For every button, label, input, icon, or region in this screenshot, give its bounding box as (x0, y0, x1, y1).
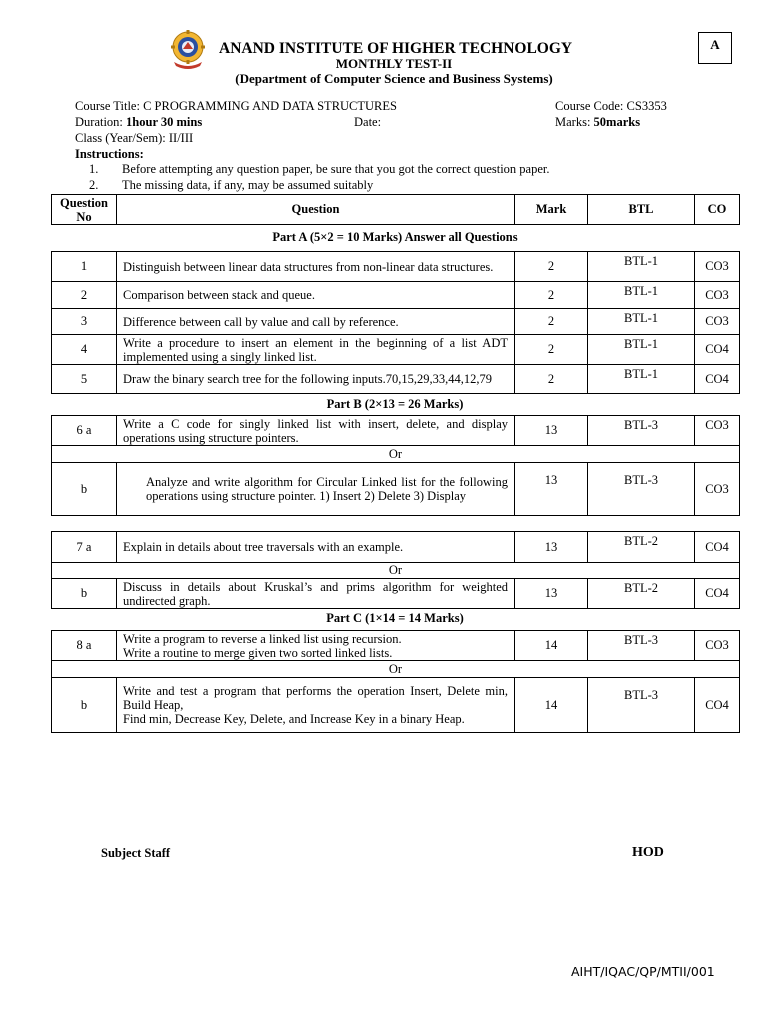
class-label: Class (Year/Sem): (75, 131, 166, 145)
question-co: CO3 (695, 309, 740, 335)
question-btl: BTL-1 (588, 252, 695, 282)
question-number: b (52, 579, 117, 609)
course-title-value: C PROGRAMMING AND DATA STRUCTURES (143, 99, 397, 113)
question-text (117, 631, 515, 661)
course-code-value: CS3353 (626, 99, 667, 113)
course-title-label: Course Title: (75, 99, 140, 113)
question-mark: 13 (515, 579, 588, 609)
question-btl: BTL-3 (588, 416, 695, 446)
table-row (52, 678, 740, 733)
table-row (52, 661, 740, 678)
duration-value: 1hour 30 mins (126, 115, 203, 129)
table-row (52, 365, 740, 394)
question-text: Analyze and write algorithm for Circular Linked list for the following operations using structure pointer. 1) Insert 2) Delete 3) Display (117, 463, 515, 516)
question-mark: 13 (515, 416, 588, 446)
question-number: 3 (52, 309, 117, 335)
question-btl: BTL-1 (588, 282, 695, 309)
class-year-sem (75, 131, 193, 146)
question-table-header (51, 194, 740, 225)
test-name: MONTHLY TEST-II (335, 56, 453, 71)
question-text: Write a C code for singly linked list with insert, delete, and display operations using structure pointers. (117, 416, 515, 446)
instruction-num: 1. (89, 162, 99, 176)
table-row (52, 309, 740, 335)
question-btl: BTL-1 (588, 365, 695, 394)
instruction-text: Before attempting any question paper, be sure that you got the correct question paper. (122, 162, 550, 176)
header-co: CO (695, 195, 740, 225)
duration (75, 115, 202, 130)
table-row (52, 416, 740, 446)
or-separator: Or (52, 661, 740, 678)
question-number: 4 (52, 335, 117, 365)
question-mark: 2 (515, 335, 588, 365)
question-number: 2 (52, 282, 117, 309)
question-line: Write a program to reverse a linked list using recursion. (123, 631, 402, 646)
question-btl: BTL-2 (588, 532, 695, 563)
question-btl: BTL-3 (588, 678, 695, 733)
or-separator: Or (52, 563, 740, 579)
question-set-box: A (698, 32, 732, 64)
question-number: 6 a (52, 416, 117, 446)
question-text: Explain in details about tree traversals with an example. (117, 532, 515, 563)
question-btl: BTL-2 (588, 579, 695, 609)
question-co: CO3 (695, 463, 740, 516)
question-co: CO3 (695, 282, 740, 309)
question-btl: BTL-1 (588, 335, 695, 365)
course-code-label: Course Code: (555, 99, 624, 113)
part-a-title: Part A (5×2 = 10 Marks) Answer all Questions (272, 230, 518, 244)
duration-label: Duration: (75, 115, 123, 129)
part-b-table-q6 (51, 415, 740, 516)
table-row (52, 532, 740, 563)
question-co: CO3 (695, 631, 740, 661)
question-text: Draw the binary search tree for the following inputs.70,15,29,33,44,12,79 (117, 365, 515, 394)
marks-value: 50marks (593, 115, 641, 129)
question-co: CO3 (695, 252, 740, 282)
question-line: Write a routine to merge given two sorted linked lists. (123, 645, 393, 660)
header-question-no: Question No (52, 195, 117, 225)
question-number: b (52, 678, 117, 733)
hod-signature: HOD (632, 845, 664, 860)
part-b-title: Part B (2×13 = 26 Marks) (326, 397, 464, 411)
table-row (52, 463, 740, 516)
question-text: Comparison between stack and queue. (117, 282, 515, 309)
question-number: 7 a (52, 532, 117, 563)
header-mark: Mark (515, 195, 588, 225)
part-c-table (51, 630, 740, 733)
part-a-table (51, 251, 740, 394)
question-number: 5 (52, 365, 117, 394)
header-btl: BTL (588, 195, 695, 225)
question-co: CO4 (695, 678, 740, 733)
question-mark: 14 (515, 631, 588, 661)
marks-label: Marks: (555, 115, 591, 129)
question-mark: 13 (515, 532, 588, 563)
date-label: Date: (354, 115, 382, 129)
question-line: Find min, Decrease Key, Delete, and Increase Key in a binary Heap. (123, 712, 465, 726)
instruction-text: The missing data, if any, may be assumed suitably (122, 178, 374, 192)
document-code: AIHT/IQAC/QP/MTII/001 (571, 964, 715, 979)
department-name: (Department of Computer Science and Business Systems) (235, 71, 553, 86)
table-row (52, 282, 740, 309)
instruction-num: 2. (89, 178, 99, 192)
question-mark: 2 (515, 282, 588, 309)
question-mark: 14 (515, 678, 588, 733)
marks (555, 115, 640, 130)
question-btl: BTL-3 (588, 631, 695, 661)
header-question: Question (117, 195, 515, 225)
table-row (52, 446, 740, 463)
question-co: CO4 (695, 579, 740, 609)
course-code (555, 99, 667, 114)
table-row (52, 631, 740, 661)
question-line: Write and test a program that performs the operation Insert, Delete min, Build Heap, (123, 684, 508, 712)
course-title (75, 99, 397, 114)
part-c-title: Part C (1×14 = 14 Marks) (326, 611, 464, 625)
subject-staff-signature: Subject Staff (101, 846, 171, 860)
question-text (117, 678, 515, 733)
part-b-table-q7 (51, 531, 740, 609)
institute-name: ANAND INSTITUTE OF HIGHER TECHNOLOGY (219, 40, 573, 57)
question-text: Write a procedure to insert an element in the beginning of a list ADT implemented using a singly linked list. (117, 335, 515, 365)
class-value: II/III (168, 131, 194, 145)
question-co: CO3 (695, 416, 740, 446)
question-text: Discuss in details about Kruskal’s and prims algorithm for weighted undirected graph. (117, 579, 515, 609)
question-mark: 2 (515, 252, 588, 282)
question-btl: BTL-1 (588, 309, 695, 335)
instructions-label: Instructions: (75, 147, 144, 161)
question-number: b (52, 463, 117, 516)
question-number: 1 (52, 252, 117, 282)
table-row (52, 563, 740, 579)
question-btl: BTL-3 (588, 463, 695, 516)
question-mark: 2 (515, 309, 588, 335)
question-co: CO4 (695, 532, 740, 563)
question-text: Difference between call by value and call by reference. (117, 309, 515, 335)
question-co: CO4 (695, 365, 740, 394)
table-row (52, 335, 740, 365)
table-row (52, 252, 740, 282)
question-mark: 13 (515, 463, 588, 516)
table-row (52, 579, 740, 609)
question-co: CO4 (695, 335, 740, 365)
question-number: 8 a (52, 631, 117, 661)
or-separator: Or (52, 446, 740, 463)
question-text: Distinguish between linear data structures from non-linear data structures. (117, 252, 515, 282)
question-mark: 2 (515, 365, 588, 394)
